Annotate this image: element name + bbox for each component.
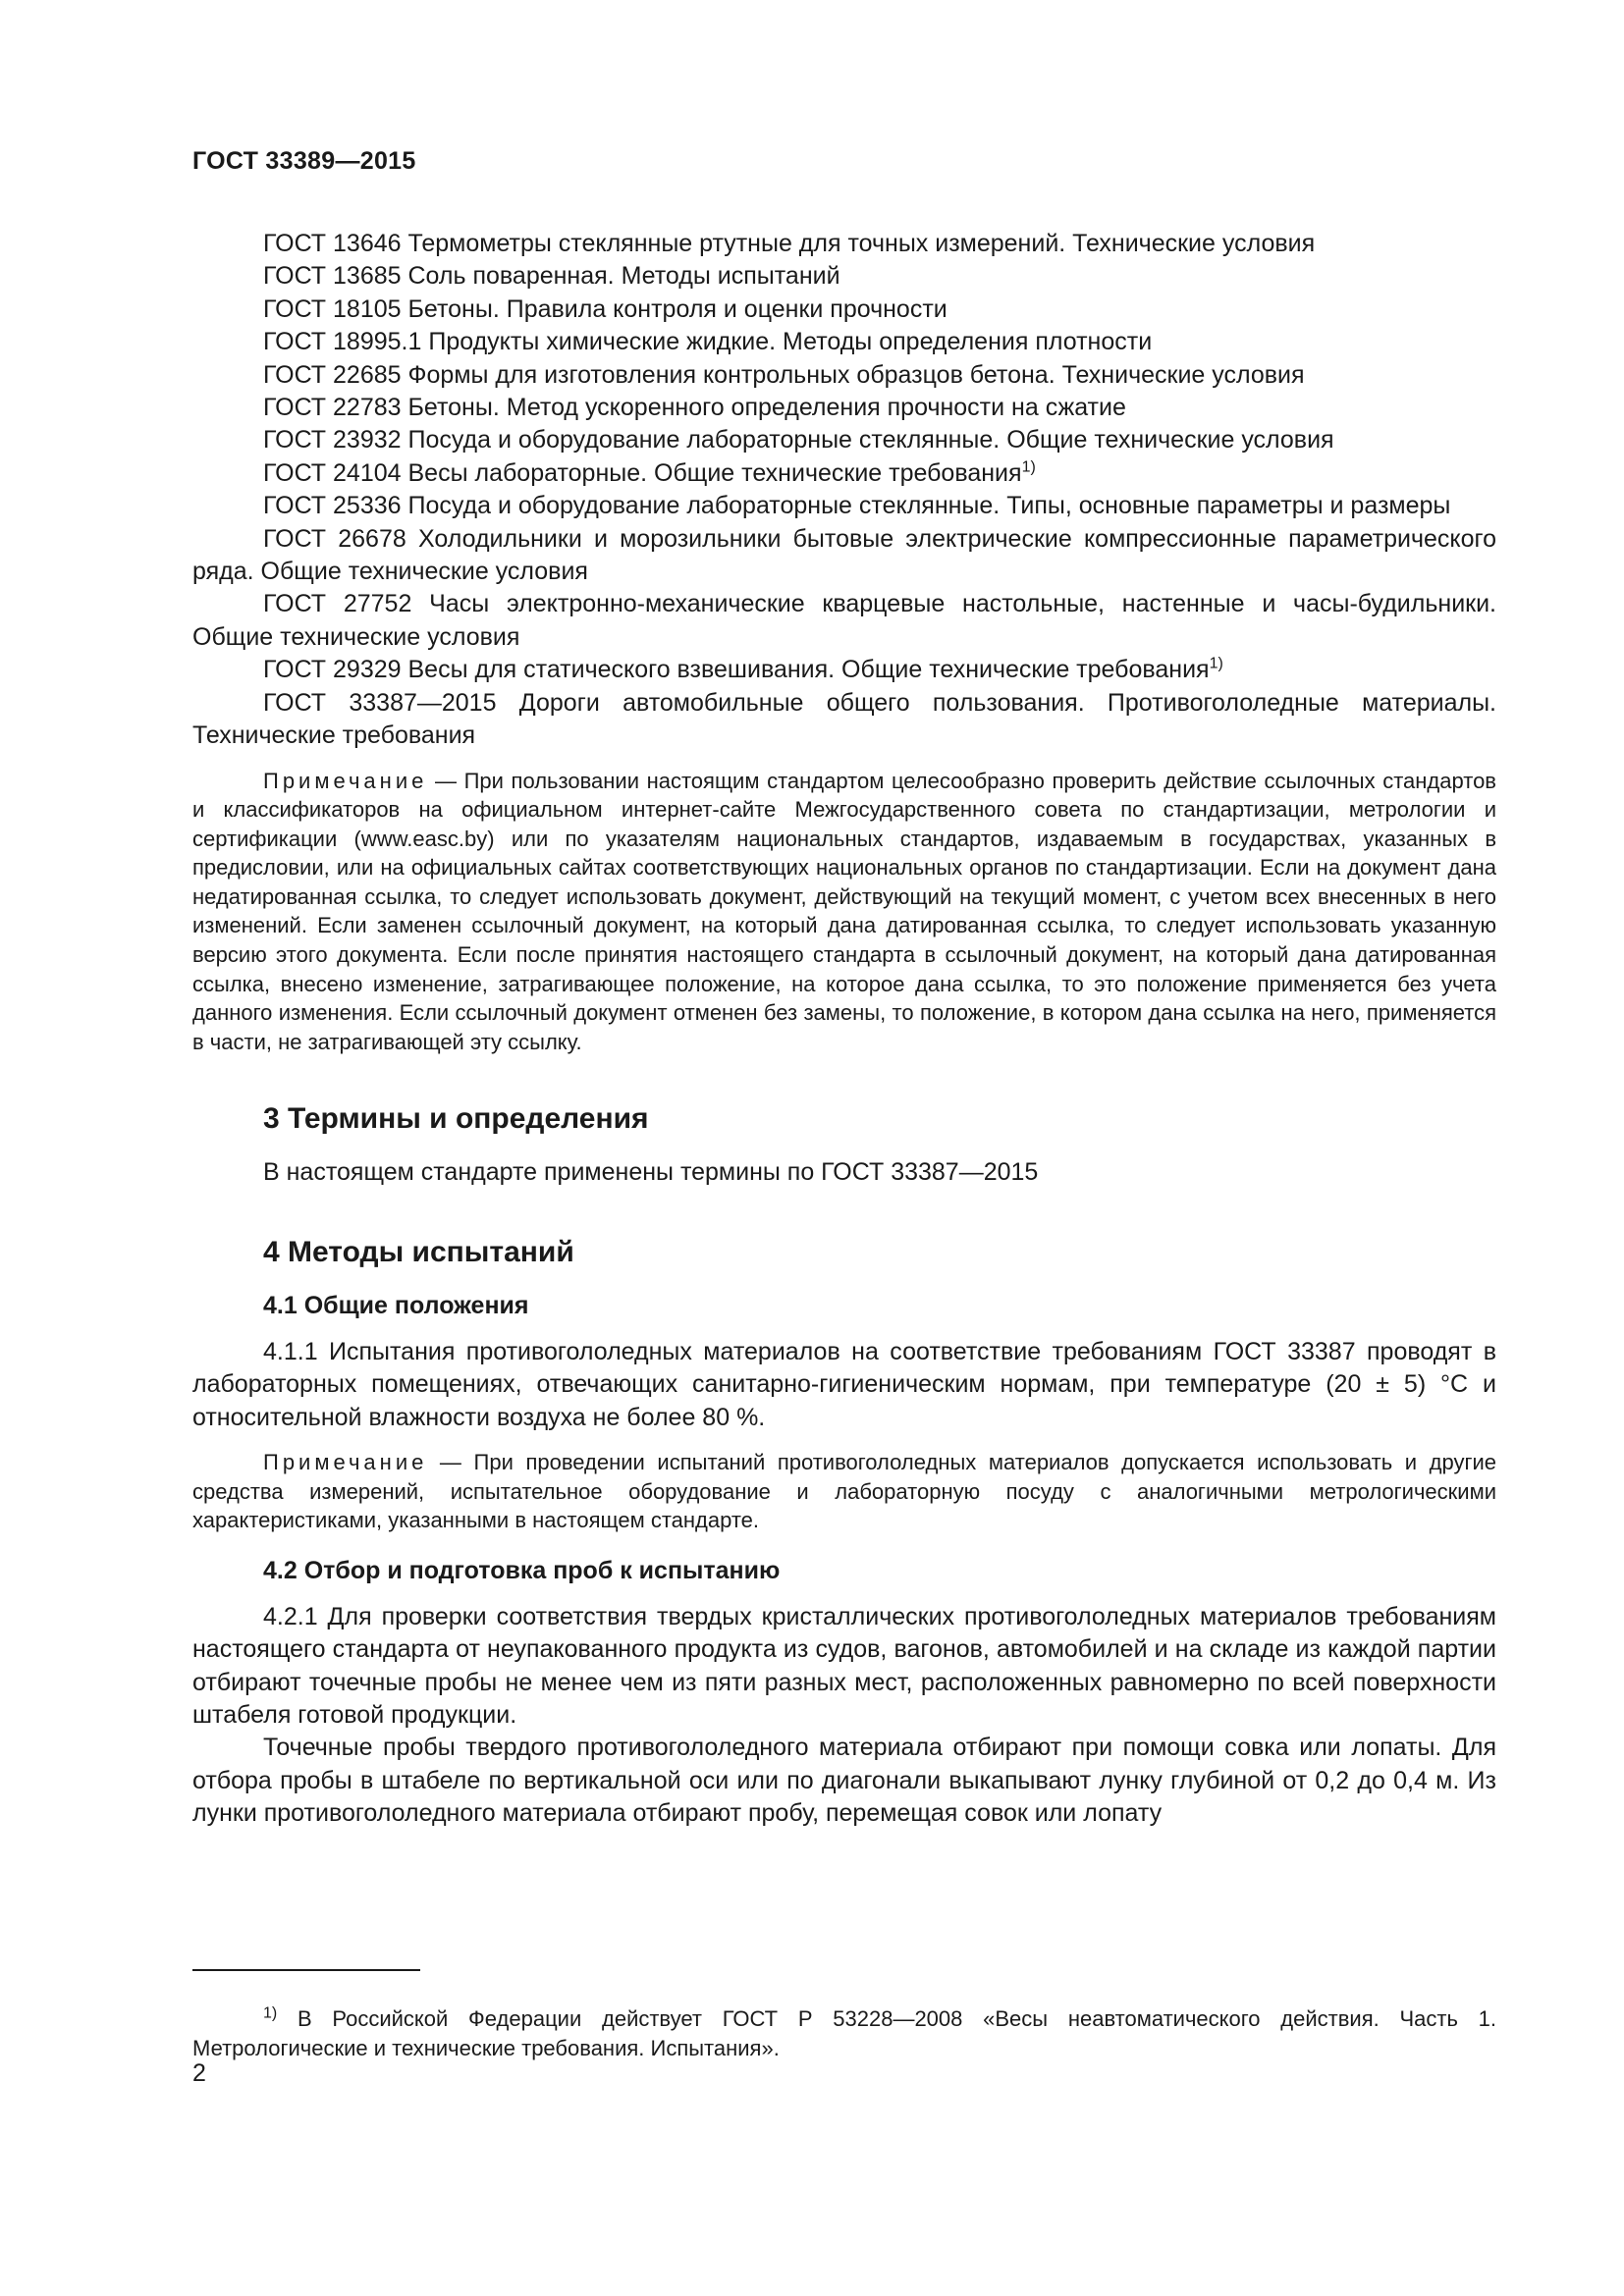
reference-list <box>192 228 1496 753</box>
reference-code: ГОСТ 33387—2015 <box>263 688 497 717</box>
note-label: Примечание <box>263 768 428 793</box>
section-3-text: В настоящем стандарте применены термины по ГОСТ 33387—2015 <box>263 1158 1039 1187</box>
paragraph-4-2-1: 4.2.1 Для проверки соответствия твердых кристаллических противогололедных материалов требованиям настоящего стандарта от неупакованного продукта из судов, вагонов, автомобилей и на складе из каждой партии отбирают точечные пробы не менее чем из пяти разных мест, расположенных равномерно по всей поверхности штабеля готовой продукции. <box>192 1602 1496 1730</box>
reference-title: Бетоны. Правила контроля и оценки прочности <box>407 294 947 323</box>
reference-item <box>192 523 1496 589</box>
reference-title: Весы для статического взвешивания. Общие технические требования <box>407 656 1210 684</box>
reference-item <box>192 687 1496 753</box>
reference-code: ГОСТ 29329 <box>263 656 402 684</box>
reference-title: Продукты химические жидкие. Методы определения плотности <box>428 328 1153 356</box>
reference-item <box>192 326 1496 358</box>
reference-code: ГОСТ 18995.1 <box>263 328 422 356</box>
reference-title: Бетоны. Метод ускоренного определения прочности на сжатие <box>407 394 1126 422</box>
reference-code: ГОСТ 13685 <box>263 262 402 291</box>
section-3-heading: 3 Термины и определения <box>263 1102 649 1136</box>
reference-title: Часы электронно-механические кварцевые настольные, настенные и часы-будильники. Общие технические условия <box>192 590 1497 651</box>
reference-title: Формы для изготовления контрольных образцов бетона. Технические условия <box>407 360 1305 389</box>
note-test-equipment <box>192 1448 1496 1535</box>
page-number: 2 <box>192 2059 206 2087</box>
document-body <box>192 228 1496 1831</box>
section-4-heading: 4 Методы испытаний <box>263 1235 574 1268</box>
reference-title: Посуда и оборудование лабораторные стеклянные. Типы, основные параметры и размеры <box>407 492 1451 520</box>
footnote <box>192 2004 1496 2063</box>
reference-code: ГОСТ 26678 <box>263 524 406 553</box>
note-label: Примечание <box>263 1450 428 1475</box>
reference-title: Дороги автомобильные общего пользования. Противогололедные материалы. Технические требования <box>192 688 1496 750</box>
section-4-1-heading: 4.1 Общие положения <box>263 1291 529 1319</box>
reference-code: ГОСТ 25336 <box>263 492 402 520</box>
reference-item <box>192 654 1496 686</box>
reference-item <box>192 457 1496 490</box>
reference-item <box>192 260 1496 293</box>
reference-footnote-mark: 1) <box>1021 458 1036 476</box>
reference-code: ГОСТ 18105 <box>263 294 402 323</box>
reference-item <box>192 359 1496 392</box>
note-text: — При проведении испытаний противогололедных материалов допускается использовать и другие средства измерений, испытательное оборудование и лабораторную посуду с аналогичными метрологическими характеристиками, указанными в настоящем стандарте. <box>192 1450 1496 1533</box>
document-header: ГОСТ 33389—2015 <box>192 147 416 175</box>
reference-code: ГОСТ 27752 <box>263 590 412 618</box>
reference-code: ГОСТ 22685 <box>263 360 402 389</box>
footnote-text: В Российской Федерации действует ГОСТ Р 53228—2008 «Весы неавтоматического действия. Часть 1. Метрологические и технические требования. Испытания». <box>192 2006 1496 2060</box>
reference-footnote-mark: 1) <box>1209 655 1223 672</box>
footnote-mark: 1) <box>263 2004 278 2022</box>
note-text: — При пользовании настоящим стандартом целесообразно проверить действие ссылочных стандартов и классификаторов на официальном интернет-сайте Межгосударственного совета по стандартизации, метрологии и сертификации (www.easc.by) или по указателям национальных стандартов, издаваемым в государствах, указанных в предисловии, или на официальных сайтах соответствующих национальных органов по стандартизации. Если на документ дана недатированная ссылка, то следует использовать документ, действующий на текущий момент, с учетом всех внесенных в него изменений. Если заменен ссылочный документ, на который дана датированная ссылка, то следует использовать указанную версию этого документа. Если после принятия настоящего стандарта в ссылочный документ, на который дана датированная ссылка, внесено изменение, затрагивающее положение, на которое дана ссылка, то это положение применяется без учета данного изменения. Если ссылочный документ отменен без замены, то положение, в котором дана ссылка на него, применяется в части, не затрагивающей эту ссылку. <box>192 768 1496 1054</box>
reference-item <box>192 424 1496 456</box>
reference-title: Весы лабораторные. Общие технические требования <box>407 458 1022 487</box>
section-4-2-heading: 4.2 Отбор и подготовка проб к испытанию <box>263 1556 781 1584</box>
paragraph-4-2-1-cont: Точечные пробы твердого противогололедного материала отбирают при помощи совка или лопаты. Для отбора пробы в штабеле по вертикальной оси или по диагонали выкапывают лунку глубиной от 0,2 до 0,4 м. Из лунки противогололедного материала отбирают пробу, перемещая совок или лопату <box>192 1734 1496 1828</box>
reference-item <box>192 392 1496 424</box>
note-references <box>192 767 1496 1057</box>
reference-code: ГОСТ 13646 <box>263 230 402 257</box>
reference-item <box>192 228 1496 260</box>
reference-code: ГОСТ 23932 <box>263 426 402 454</box>
footnote-divider <box>192 1969 420 1971</box>
reference-item <box>192 588 1496 654</box>
reference-item <box>192 490 1496 522</box>
reference-title: Посуда и оборудование лабораторные стеклянные. Общие технические условия <box>407 426 1334 454</box>
reference-title: Термометры стеклянные ртутные для точных измерений. Технические условия <box>407 230 1316 257</box>
reference-title: Холодильники и морозильники бытовые электрические компрессионные параметрического ряда. Общие технические условия <box>192 524 1496 586</box>
reference-code: ГОСТ 22783 <box>263 394 402 422</box>
reference-item <box>192 294 1496 326</box>
paragraph-4-1-1: 4.1.1 Испытания противогололедных материалов на соответствие требованиям ГОСТ 33387 проводят в лабораторных помещениях, отвечающих санитарно-гигиеническим нормам, при температуре (20 ± 5) °С и относительной влажности воздуха не более 80 %. <box>192 1337 1496 1431</box>
reference-code: ГОСТ 24104 <box>263 458 402 487</box>
reference-title: Соль поваренная. Методы испытаний <box>407 262 840 291</box>
